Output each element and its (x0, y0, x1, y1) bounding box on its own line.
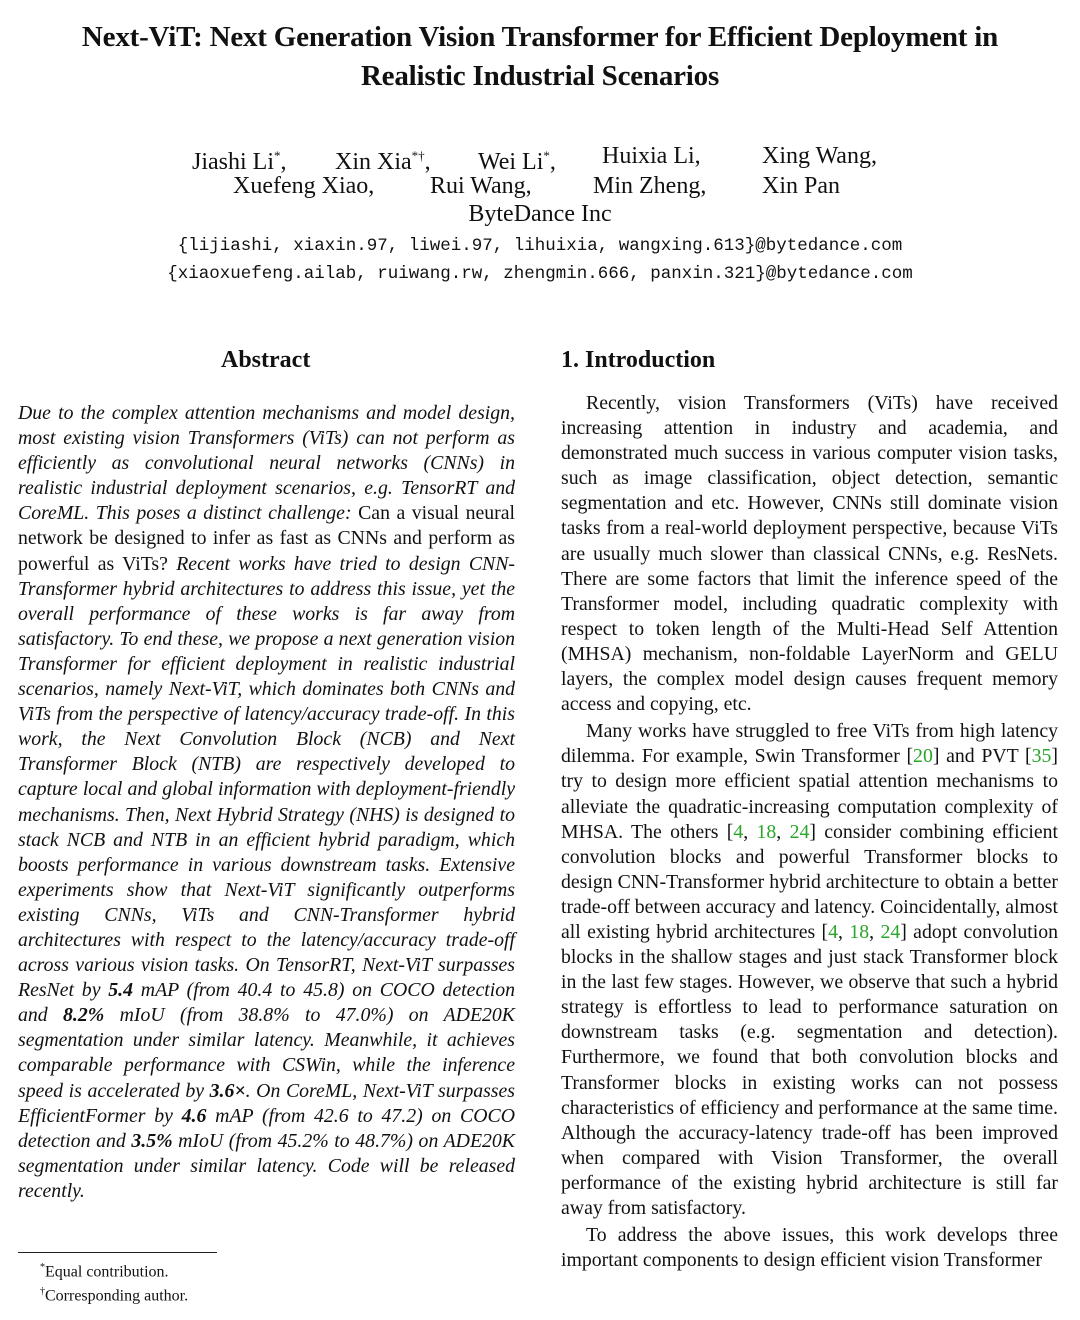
citation-link[interactable]: 4 (828, 920, 839, 943)
intro-text: Recently, vision Transformers (ViTs) have received increasing attention in industry and academia, and demonstrated much success in various computer vision tasks, such as image classification, object detection, semantic segmentation and etc. However, CNNs still dominate vision tasks from a real-world deployment perspective, because ViTs are usually much slower than classical CNNs, e.g. ResNets. There are some factors that limit the inference speed of the Transformer model, including quadratic complexity with respect to token length of the Multi-Head Self Attention (MHSA) mechanism, non-foldable LayerNorm and GELU layers, the complex model design causes frequent memory access and copying, etc. (561, 392, 1058, 716)
footnote-rule (18, 1252, 217, 1253)
abstract-text: mIoU (from 45.2% to 48.7%) on ADE20K segmentation under similar latency. Code will be released recently. (18, 1129, 516, 1202)
abstract-heading: Abstract (221, 347, 311, 373)
introduction-heading: 1. Introduction (561, 347, 716, 373)
intro-paragraph (561, 1223, 1058, 1273)
intro-text: ] adopt convolution blocks in the shallow stages and just stack Transformer block in the last few stages. However, we observe that such a hybrid strategy is effortless to lead to performance saturation on downstream tasks (e.g. segmentation and detection). Furthermore, we found that both convolution blocks and Transformer blocks in existing works can not possess characteristics of efficiency and performance at the same time. Although the accuracy-latency trade-off has been improved when compared with Vision Transformer, the overall performance of the existing hybrid architecture is still far away from satisfactory. (561, 920, 1059, 1219)
abstract-text: Due to the complex attention mechanisms and model design, most existing vision Transformers (ViTs) can not perform as efficiently as convolutional neural networks (CNNs) in realistic industrial deployment scenarios, e.g. TensorRT and CoreML. This poses a distinct challenge: (18, 402, 515, 525)
paper-title: Next-ViT: Next Generation Vision Transformer for Efficient Deployment in Realistic Industrial Scenarios (81, 21, 999, 92)
abstract-text: mAP (from 42.6 to 47.2) on COCO detection and (18, 1104, 515, 1152)
email-line: {lijiashi, xiaxin.97, liwei.97, lihuixia, wangxing.613}@bytedance.com (177, 236, 903, 256)
author: Rui Wang, (430, 173, 532, 199)
intro-text: , (869, 920, 881, 943)
email-line: {xiaoxuefeng.ailab, ruiwang.rw, zhengmin.666, panxin.321}@bytedance.com (167, 264, 913, 284)
author: Wei Li*, (478, 148, 556, 175)
abstract-text: Recent works have tried to design CNN-Transformer hybrid architectures to address this issue, yet the overall performance of these works is far away from satisfactory. To end these, we propose a next generation vision Transformer for efficient deployment in realistic industrial scenarios, namely Next-ViT, which dominates both CNNs and ViTs from the perspective of latency/accuracy trade-off. In this work, the Next Convolution Block (NCB) and Next Transformer Block (NTB) are respectively developed to capture local and global information with deployment-friendly mechanisms. Then, Next Hybrid Strategy (NHS) is designed to stack NCB and NTB in an efficient hybrid paradigm, which boosts performance in various downstream tasks. Extensive experiments show that Next-ViT significantly outperforms existing CNNs, ViTs and CNN-Transformer hybrid architectures with respect to the latency/accuracy trade-off across various vision tasks. On TensorRT, Next-ViT surpasses ResNet by (18, 552, 515, 1002)
abstract-highlight: 5.4 (108, 979, 133, 1002)
footnote-text: Equal contribution. (45, 1263, 169, 1281)
intro-text: ] and PVT [ (932, 745, 1032, 768)
citation-link[interactable]: 4 (733, 820, 744, 843)
abstract-highlight: 4.6 (181, 1104, 207, 1127)
citation-link[interactable]: 24 (880, 920, 901, 943)
author: Huixia Li, (602, 143, 701, 169)
footnote (40, 1258, 188, 1282)
intro-paragraph (561, 719, 1058, 1221)
citation-link[interactable]: 20 (913, 745, 933, 768)
abstract-text: mIoU (from 38.8% to 47.0%) on ADE20K segmentation under similar latency. Meanwhile, it achieves comparable performance with CSWin, while the inference speed is accelerated by (18, 1004, 515, 1102)
introduction-body (561, 391, 1058, 1273)
footnote-mark: * (40, 1262, 45, 1273)
abstract-text: . On CoreML, Next-ViT surpasses EfficientFormer by (18, 1079, 515, 1127)
abstract-text: mAP (from 40.4 to 45.8) on COCO detection and (18, 979, 516, 1027)
footnote (40, 1282, 188, 1306)
footnote-text: Corresponding author. (45, 1287, 189, 1305)
intro-text: To address the above issues, this work develops three important components to design efficient vision Transformer (561, 1224, 1058, 1272)
abstract-highlight: 8.2% (63, 1004, 105, 1027)
intro-text: , (743, 820, 757, 843)
abstract-body (18, 401, 515, 1204)
author: Xuefeng Xiao, (233, 173, 375, 199)
intro-text: ] try to design more efficient spatial attention mechanisms to alleviate the quadratic-increasing computation complexity of MHSA. The others [ (561, 745, 1058, 843)
author: Jiashi Li*, (192, 148, 287, 175)
intro-text: , (838, 920, 850, 943)
abstract-highlight: 3.6× (209, 1079, 246, 1102)
abstract-highlight: 3.5% (131, 1129, 173, 1152)
author: Xin Xia*†, (335, 148, 431, 175)
citation-link[interactable]: 24 (789, 820, 810, 843)
citation-link[interactable]: 35 (1031, 745, 1052, 768)
abstract-text: Can a visual neural network be designed to infer as fast as CNNs and perform as powerful as ViTs? (18, 502, 515, 575)
footnote-mark: † (40, 1286, 45, 1298)
footnotes (40, 1258, 188, 1307)
author: Min Zheng, (593, 173, 707, 199)
intro-paragraph (561, 391, 1058, 717)
affiliation: ByteDance Inc (468, 201, 612, 227)
author: Xing Wang, (762, 143, 877, 169)
author: Xin Pan (762, 173, 840, 199)
intro-text: ] consider combining efficient convolution blocks and powerful Transformer blocks to design CNN-Transformer hybrid architecture to obtain a better trade-off between accuracy and latency. Coincidentally, almost all existing hybrid architectures [ (561, 820, 1059, 943)
intro-text: Many works have struggled to free ViTs from high latency dilemma. For example, Swin Transformer [ (561, 720, 1058, 768)
citation-link[interactable]: 18 (849, 920, 870, 943)
citation-link[interactable]: 18 (756, 820, 777, 843)
intro-text: , (776, 820, 790, 843)
